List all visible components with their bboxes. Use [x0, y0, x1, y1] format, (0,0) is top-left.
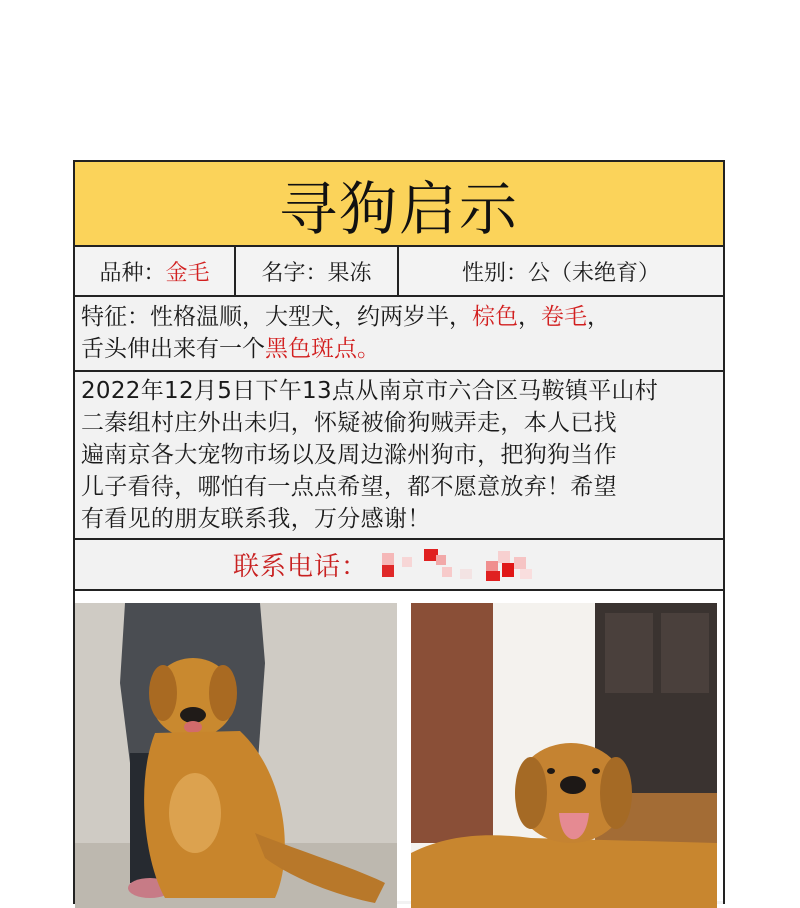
features-comma-2: ，	[587, 304, 610, 330]
features-comma: ，	[518, 304, 541, 330]
features-black-spot: 黑色斑点。	[265, 336, 380, 362]
features-coat: 卷毛	[541, 304, 587, 330]
breed-cell	[75, 247, 236, 295]
story-line: 遍南京各大宠物市场以及周边滁州狗市，把狗狗当作	[81, 442, 617, 468]
dog-sitting-image	[75, 603, 397, 908]
features-section	[75, 297, 723, 372]
phone-mosaic	[380, 547, 550, 583]
story-line: 二秦组村庄外出未归，怀疑被偷狗贼弄走，本人已找	[81, 410, 617, 436]
lost-dog-poster	[73, 160, 725, 904]
sex-cell	[399, 247, 723, 295]
breed-value: 金毛	[165, 260, 210, 286]
features-line-1	[81, 301, 717, 333]
info-row	[75, 247, 723, 297]
features-tongue-text: 舌头伸出来有一个	[81, 336, 265, 362]
story-line: 有看见的朋友联系我，万分感谢！	[81, 506, 431, 532]
story-line: 儿子看待，哪怕有一点点希望，都不愿意放弃！希望	[81, 474, 617, 500]
features-color: 棕色	[472, 304, 518, 330]
sex-value: 公（未绝育）	[528, 260, 661, 286]
features-line-2	[81, 333, 717, 365]
contact-label: 联系电话：	[233, 552, 369, 582]
name-cell	[236, 247, 399, 295]
photos-section	[75, 591, 723, 901]
contact-row	[75, 540, 723, 591]
dog-lying-photo	[411, 603, 717, 908]
story-section	[75, 372, 723, 540]
dog-photo-left	[75, 603, 397, 908]
pixelated-phone-number	[380, 547, 550, 583]
dog-lying-image	[411, 603, 717, 908]
breed-label: 品种：	[99, 260, 166, 286]
poster-title: 寻狗启示	[75, 162, 723, 247]
sex-label: 性别：	[461, 260, 528, 286]
name-label: 名字：	[261, 260, 328, 286]
name-value: 果冻	[327, 260, 372, 286]
features-text: 特征：性格温顺，大型犬，约两岁半，	[81, 304, 472, 330]
story-line: 2022年12月5日下午13点从南京市六合区马鞍镇平山村	[81, 378, 659, 404]
